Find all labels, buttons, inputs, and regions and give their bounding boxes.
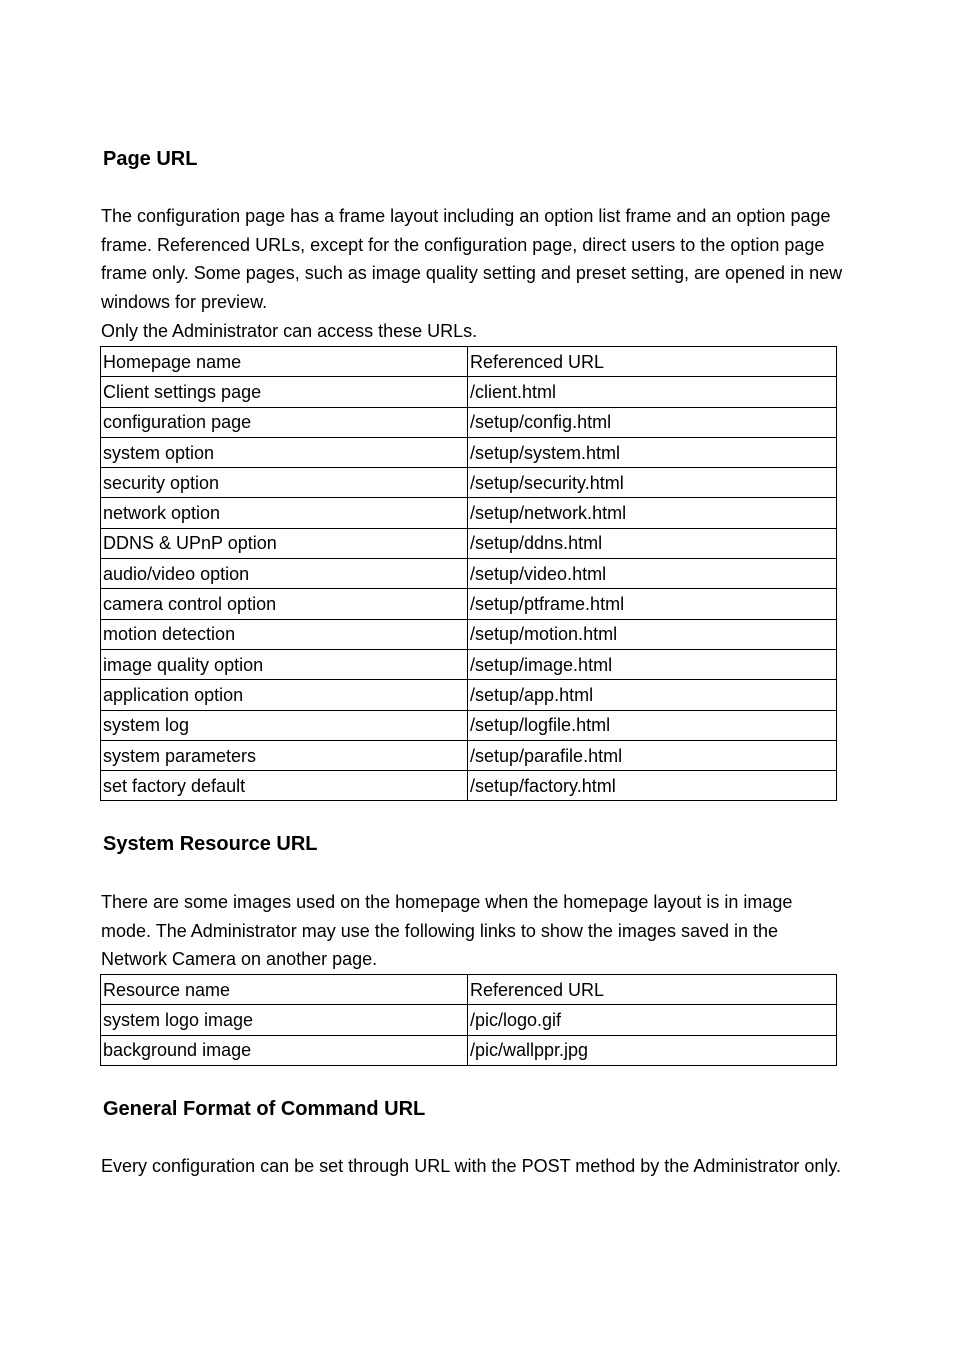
table-cell-name: camera control option <box>101 589 468 619</box>
table-cell-url: /setup/logfile.html <box>468 710 837 740</box>
paragraph-text: There are some images used on the homepage when the homepage layout is in image mode. The Administrator may use the following links to show the images saved in the Network Camera on another page. <box>101 892 793 970</box>
table-cell-url: /setup/network.html <box>468 498 837 528</box>
table-row <box>101 468 837 498</box>
table-row <box>101 437 837 467</box>
table-cell-url: /setup/motion.html <box>468 619 837 649</box>
table-cell-name: DDNS & UPnP option <box>101 528 468 558</box>
table-row <box>101 740 837 770</box>
table-header-row <box>101 347 837 377</box>
table-cell-url: /setup/security.html <box>468 468 837 498</box>
heading-page-url: Page URL <box>103 148 198 170</box>
table-cell-name: audio/video option <box>101 559 468 589</box>
table-header-row <box>101 975 837 1005</box>
table-cell-url: /setup/config.html <box>468 407 837 437</box>
column-header: Referenced URL <box>468 347 837 377</box>
table-cell-name: system log <box>101 710 468 740</box>
table-cell-name: network option <box>101 498 468 528</box>
table-row <box>101 1035 837 1065</box>
table-row <box>101 407 837 437</box>
table-cell-url: /setup/parafile.html <box>468 740 837 770</box>
table-row <box>101 619 837 649</box>
paragraph-line: The configuration page has a frame layout including an option list frame and an option page frame. Referenced URLs, except for the configuration page, direct users to the option page frame only. Some pages, such as image quality setting and preset setting, are opened in new windows for preview. <box>101 206 843 313</box>
table-cell-url: /setup/video.html <box>468 559 837 589</box>
table-row <box>101 377 837 407</box>
paragraph-general-format <box>101 1152 861 1181</box>
table-cell-name: Client settings page <box>101 377 468 407</box>
paragraph-text: Every configuration can be set through URL with the POST method by the Administrator only. <box>101 1156 842 1176</box>
table-cell-name: image quality option <box>101 649 468 679</box>
table-row <box>101 498 837 528</box>
table-cell-name: application option <box>101 680 468 710</box>
table-cell-url: /pic/wallppr.jpg <box>468 1035 837 1065</box>
table-cell-url: /setup/image.html <box>468 649 837 679</box>
column-header: Referenced URL <box>468 975 837 1005</box>
table-row <box>101 1005 837 1035</box>
table-row <box>101 680 837 710</box>
paragraph-system-resource <box>101 888 846 974</box>
paragraph-page-url-intro <box>101 202 846 346</box>
heading-general-format: General Format of Command URL <box>103 1098 426 1120</box>
table-cell-name: set factory default <box>101 771 468 801</box>
table-cell-url: /setup/factory.html <box>468 771 837 801</box>
table-cell-url: /client.html <box>468 377 837 407</box>
table-row <box>101 771 837 801</box>
table-cell-name: security option <box>101 468 468 498</box>
heading-system-resource-url: System Resource URL <box>103 833 318 855</box>
page-url-table <box>100 346 837 801</box>
table-cell-name: system parameters <box>101 740 468 770</box>
table-row <box>101 649 837 679</box>
table-row <box>101 589 837 619</box>
table-cell-url: /pic/logo.gif <box>468 1005 837 1035</box>
column-header: Homepage name <box>101 347 468 377</box>
column-header: Resource name <box>101 975 468 1005</box>
table-row <box>101 710 837 740</box>
table-cell-url: /setup/ddns.html <box>468 528 837 558</box>
table-row <box>101 528 837 558</box>
table-cell-url: /setup/ptframe.html <box>468 589 837 619</box>
table-cell-url: /setup/app.html <box>468 680 837 710</box>
table-cell-url: /setup/system.html <box>468 437 837 467</box>
system-resource-table <box>100 974 837 1066</box>
table-cell-name: system logo image <box>101 1005 468 1035</box>
table-cell-name: system option <box>101 437 468 467</box>
paragraph-line: Only the Administrator can access these URLs. <box>101 320 478 341</box>
table-cell-name: background image <box>101 1035 468 1065</box>
table-cell-name: configuration page <box>101 407 468 437</box>
table-row <box>101 559 837 589</box>
table-cell-name: motion detection <box>101 619 468 649</box>
